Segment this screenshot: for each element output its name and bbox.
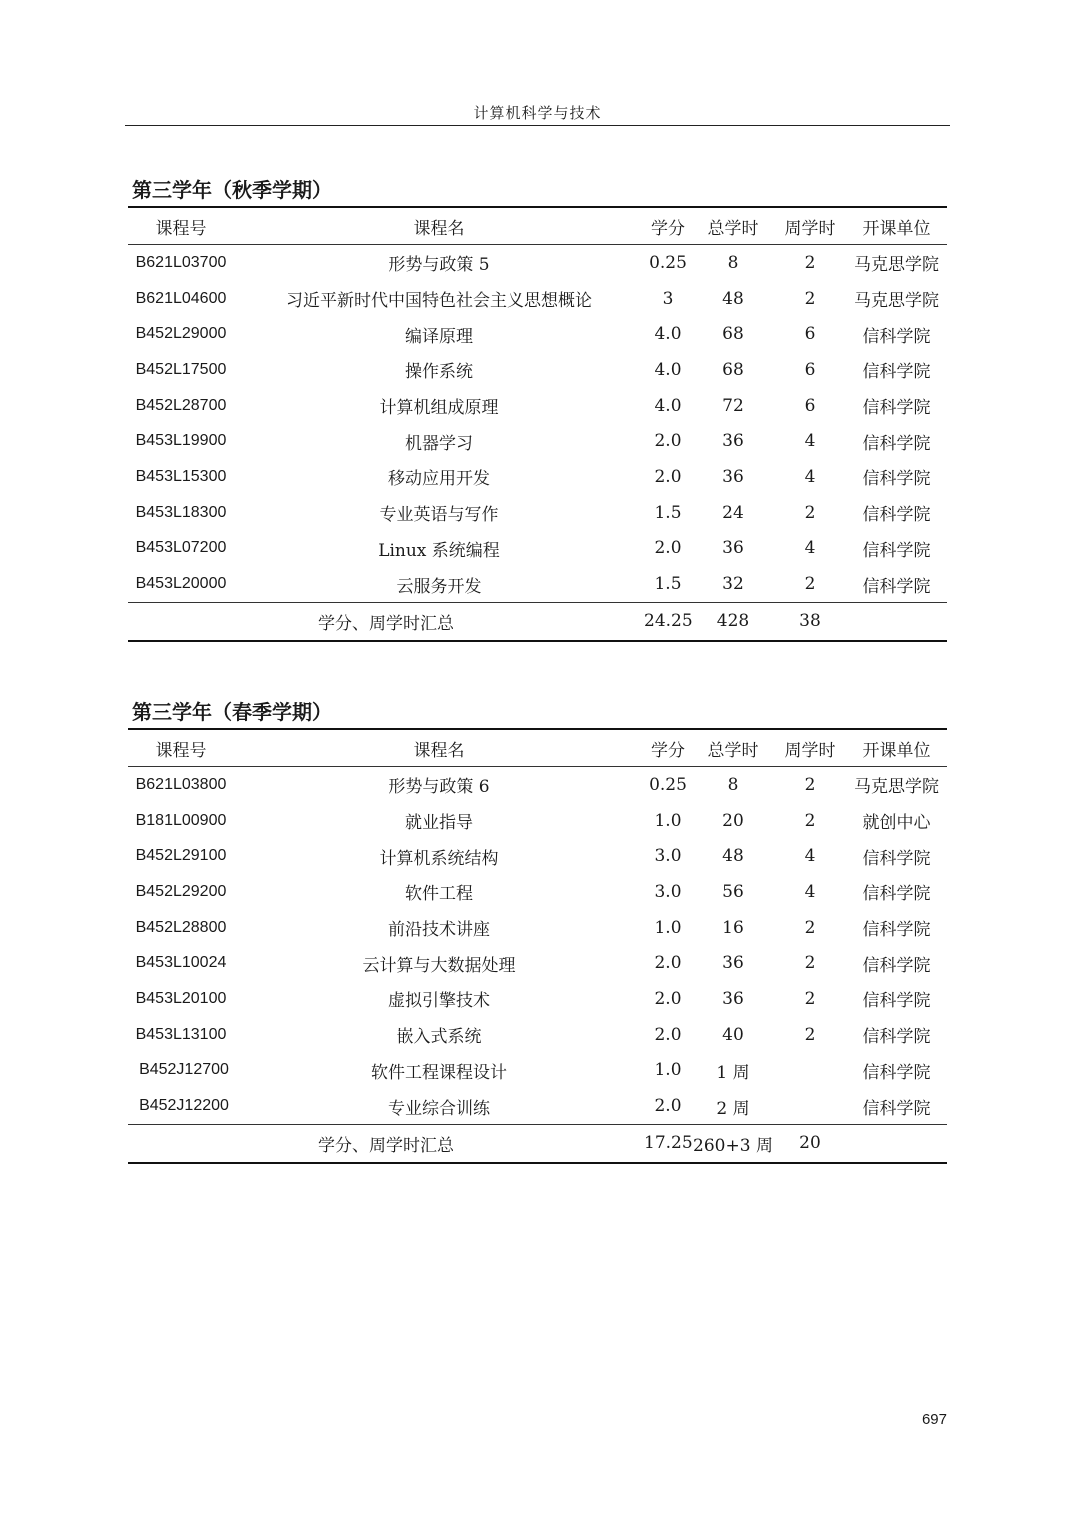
course-department: 马克思学院 <box>854 291 939 312</box>
table-row <box>128 495 947 531</box>
col-header-code: 课程号 <box>128 729 234 767</box>
col-header-weekly-hours: 周学时 <box>774 207 846 245</box>
course-department: 信科学院 <box>862 505 931 526</box>
course-name: 云计算与大数据处理 <box>362 955 516 976</box>
course-total-hours: 72 <box>722 395 744 416</box>
course-total-hours: 36 <box>722 466 744 487</box>
course-name: 前沿技术讲座 <box>388 920 490 941</box>
course-credits: 3.0 <box>654 846 682 867</box>
course-name: 形势与政策 6 <box>388 777 490 798</box>
course-name: 计算机系统结构 <box>379 848 499 869</box>
col-header-department: 开课单位 <box>846 207 947 245</box>
course-total-hours: 36 <box>722 538 744 559</box>
course-department: 信科学院 <box>862 884 931 905</box>
course-name: 习近平新时代中国特色社会主义思想概论 <box>286 291 592 312</box>
course-name: 移动应用开发 <box>388 469 490 490</box>
course-weekly-hours: 2 <box>804 953 816 974</box>
summary-empty <box>846 1124 947 1163</box>
course-code: B452J12200 <box>139 1097 229 1115</box>
summary-row <box>128 602 947 641</box>
course-weekly-hours <box>774 1053 846 1089</box>
table-row <box>128 245 947 281</box>
course-code: B453L19900 <box>135 432 227 450</box>
course-code: B453L18300 <box>135 503 227 521</box>
course-name: 就业指导 <box>405 813 473 834</box>
course-code: B453L20100 <box>135 989 227 1007</box>
course-credits: 2.0 <box>654 431 682 452</box>
col-header-weekly-hours: 周学时 <box>774 729 846 767</box>
col-header-name: 课程名 <box>234 207 644 245</box>
table-row <box>128 316 947 352</box>
table-row <box>128 281 947 317</box>
course-weekly-hours: 2 <box>804 988 816 1009</box>
course-credits: 1.0 <box>654 810 682 831</box>
course-department: 信科学院 <box>862 955 931 976</box>
course-weekly-hours: 2 <box>804 810 816 831</box>
course-department: 信科学院 <box>862 920 931 941</box>
course-weekly-hours: 2 <box>804 252 816 273</box>
table-row <box>128 423 947 459</box>
course-name: 操作系统 <box>405 362 473 383</box>
course-department: 信科学院 <box>862 991 931 1012</box>
summary-row <box>128 1124 947 1163</box>
course-weekly-hours: 4 <box>804 431 816 452</box>
course-code: B452L29200 <box>135 882 227 900</box>
course-code: B452L17500 <box>135 360 227 378</box>
summary-empty <box>846 602 947 641</box>
autumn-course-table <box>128 206 947 642</box>
course-total-hours: 36 <box>722 953 744 974</box>
course-weekly-hours: 4 <box>804 466 816 487</box>
table-row <box>128 945 947 981</box>
col-header-total-hours: 总学时 <box>692 729 774 767</box>
course-total-hours: 48 <box>722 288 744 309</box>
course-total-hours: 68 <box>722 324 744 345</box>
course-credits: 3 <box>662 288 674 309</box>
summary-total-hours: 260+3 周 <box>692 1124 774 1163</box>
table-header-row <box>128 729 947 767</box>
course-code: B181L00900 <box>135 811 227 829</box>
course-code: B452J12700 <box>139 1061 229 1079</box>
course-department: 信科学院 <box>862 326 931 347</box>
table-row <box>128 838 947 874</box>
table-row <box>128 388 947 424</box>
course-total-hours: 56 <box>722 881 744 902</box>
table-row <box>128 531 947 567</box>
col-header-department: 开课单位 <box>846 729 947 767</box>
col-header-credits: 学分 <box>644 729 692 767</box>
course-credits: 2.0 <box>654 538 682 559</box>
course-code: B452L28700 <box>135 396 227 414</box>
summary-credits: 17.25 <box>644 1124 692 1163</box>
course-code: B453L10024 <box>135 954 227 972</box>
spring-title: 第三学年（春季学期） <box>132 700 332 724</box>
spring-section <box>128 696 947 1164</box>
course-credits: 2.0 <box>654 466 682 487</box>
course-name: 软件工程 <box>405 884 473 905</box>
course-name: 云服务开发 <box>396 576 482 597</box>
course-credits: 2.0 <box>654 953 682 974</box>
course-total-hours: 2 周 <box>716 1098 750 1119</box>
summary-weekly-hours: 20 <box>774 1124 846 1163</box>
table-row <box>128 910 947 946</box>
course-department: 就创中心 <box>862 813 931 834</box>
table-header-row <box>128 207 947 245</box>
course-name: 专业综合训练 <box>388 1098 490 1119</box>
course-total-hours: 48 <box>722 846 744 867</box>
course-department: 马克思学院 <box>854 255 939 276</box>
course-credits: 1.0 <box>654 1060 682 1081</box>
course-weekly-hours: 2 <box>804 917 816 938</box>
course-credits: 2.0 <box>654 1024 682 1045</box>
course-name: 专业英语与写作 <box>379 505 499 526</box>
table-row <box>128 1053 947 1089</box>
course-name: 嵌入式系统 <box>396 1027 482 1048</box>
course-code: B452L29000 <box>135 325 227 343</box>
course-credits: 0.25 <box>649 252 687 273</box>
header-rule <box>125 125 950 126</box>
course-code: B453L07200 <box>135 539 227 557</box>
course-total-hours: 1 周 <box>716 1062 750 1083</box>
course-total-hours: 16 <box>722 917 744 938</box>
course-name: 形势与政策 5 <box>388 255 490 276</box>
page-number: 697 <box>921 1411 947 1428</box>
course-code: B453L15300 <box>135 467 227 485</box>
course-department: 信科学院 <box>862 398 931 419</box>
summary-credits: 24.25 <box>644 602 692 641</box>
course-weekly-hours: 6 <box>804 359 816 380</box>
course-credits: 0.25 <box>649 774 687 795</box>
table-row <box>128 803 947 839</box>
course-code: B621L04600 <box>135 289 227 307</box>
course-code: B452L29100 <box>135 847 227 865</box>
course-weekly-hours: 2 <box>804 502 816 523</box>
course-name: 计算机组成原理 <box>379 398 499 419</box>
course-credits: 1.0 <box>654 917 682 938</box>
course-total-hours: 40 <box>722 1024 744 1045</box>
course-weekly-hours: 6 <box>804 395 816 416</box>
course-department: 马克思学院 <box>854 777 939 798</box>
course-weekly-hours: 6 <box>804 324 816 345</box>
course-credits: 2.0 <box>654 988 682 1009</box>
table-row <box>128 459 947 495</box>
course-department: 信科学院 <box>862 1027 931 1048</box>
course-name: 软件工程课程设计 <box>371 1062 507 1083</box>
course-code: B621L03700 <box>135 253 227 271</box>
course-total-hours: 8 <box>727 774 739 795</box>
col-header-credits: 学分 <box>644 207 692 245</box>
course-name: 虚拟引擎技术 <box>388 991 490 1012</box>
course-department: 信科学院 <box>862 433 931 454</box>
course-department: 信科学院 <box>862 469 931 490</box>
course-code: B452L28800 <box>135 918 227 936</box>
course-weekly-hours: 2 <box>804 774 816 795</box>
summary-label: 学分、周学时汇总 <box>128 602 644 641</box>
course-department: 信科学院 <box>862 576 931 597</box>
running-header: 计算机科学与技术 <box>473 104 602 122</box>
course-total-hours: 20 <box>722 810 744 831</box>
table-row <box>128 1088 947 1124</box>
table-row <box>128 1017 947 1053</box>
course-weekly-hours <box>774 1088 846 1124</box>
table-row <box>128 981 947 1017</box>
course-weekly-hours: 2 <box>804 1024 816 1045</box>
course-total-hours: 24 <box>722 502 744 523</box>
course-department: 信科学院 <box>862 540 931 561</box>
course-weekly-hours: 4 <box>804 881 816 902</box>
course-department: 信科学院 <box>862 1062 931 1083</box>
course-code: B621L03800 <box>135 775 227 793</box>
course-total-hours: 68 <box>722 359 744 380</box>
course-code: B453L13100 <box>135 1025 227 1043</box>
autumn-title: 第三学年（秋季学期） <box>132 178 332 202</box>
course-weekly-hours: 2 <box>804 574 816 595</box>
summary-weekly-hours: 38 <box>774 602 846 641</box>
col-header-total-hours: 总学时 <box>692 207 774 245</box>
spring-course-table <box>128 728 947 1164</box>
course-credits: 4.0 <box>654 395 682 416</box>
summary-label: 学分、周学时汇总 <box>128 1124 644 1163</box>
course-credits: 4.0 <box>654 359 682 380</box>
table-row <box>128 352 947 388</box>
course-credits: 4.0 <box>654 324 682 345</box>
course-weekly-hours: 4 <box>804 846 816 867</box>
course-department: 信科学院 <box>862 362 931 383</box>
course-weekly-hours: 2 <box>804 288 816 309</box>
course-name: 编译原理 <box>405 326 473 347</box>
table-row <box>128 874 947 910</box>
course-total-hours: 8 <box>727 252 739 273</box>
course-total-hours: 32 <box>722 574 744 595</box>
course-credits: 1.5 <box>654 574 682 595</box>
course-total-hours: 36 <box>722 431 744 452</box>
course-name: Linux 系统编程 <box>378 540 500 561</box>
course-credits: 3.0 <box>654 881 682 902</box>
col-header-code: 课程号 <box>128 207 234 245</box>
col-header-name: 课程名 <box>234 729 644 767</box>
table-row <box>128 767 947 803</box>
course-department: 信科学院 <box>862 1098 931 1119</box>
course-weekly-hours: 4 <box>804 538 816 559</box>
course-credits: 2.0 <box>654 1096 682 1117</box>
autumn-section <box>128 174 947 642</box>
summary-total-hours: 428 <box>692 602 774 641</box>
table-row <box>128 566 947 602</box>
course-name: 机器学习 <box>405 433 473 454</box>
course-department: 信科学院 <box>862 848 931 869</box>
course-code: B453L20000 <box>135 575 227 593</box>
course-total-hours: 36 <box>722 988 744 1009</box>
course-credits: 1.5 <box>654 502 682 523</box>
